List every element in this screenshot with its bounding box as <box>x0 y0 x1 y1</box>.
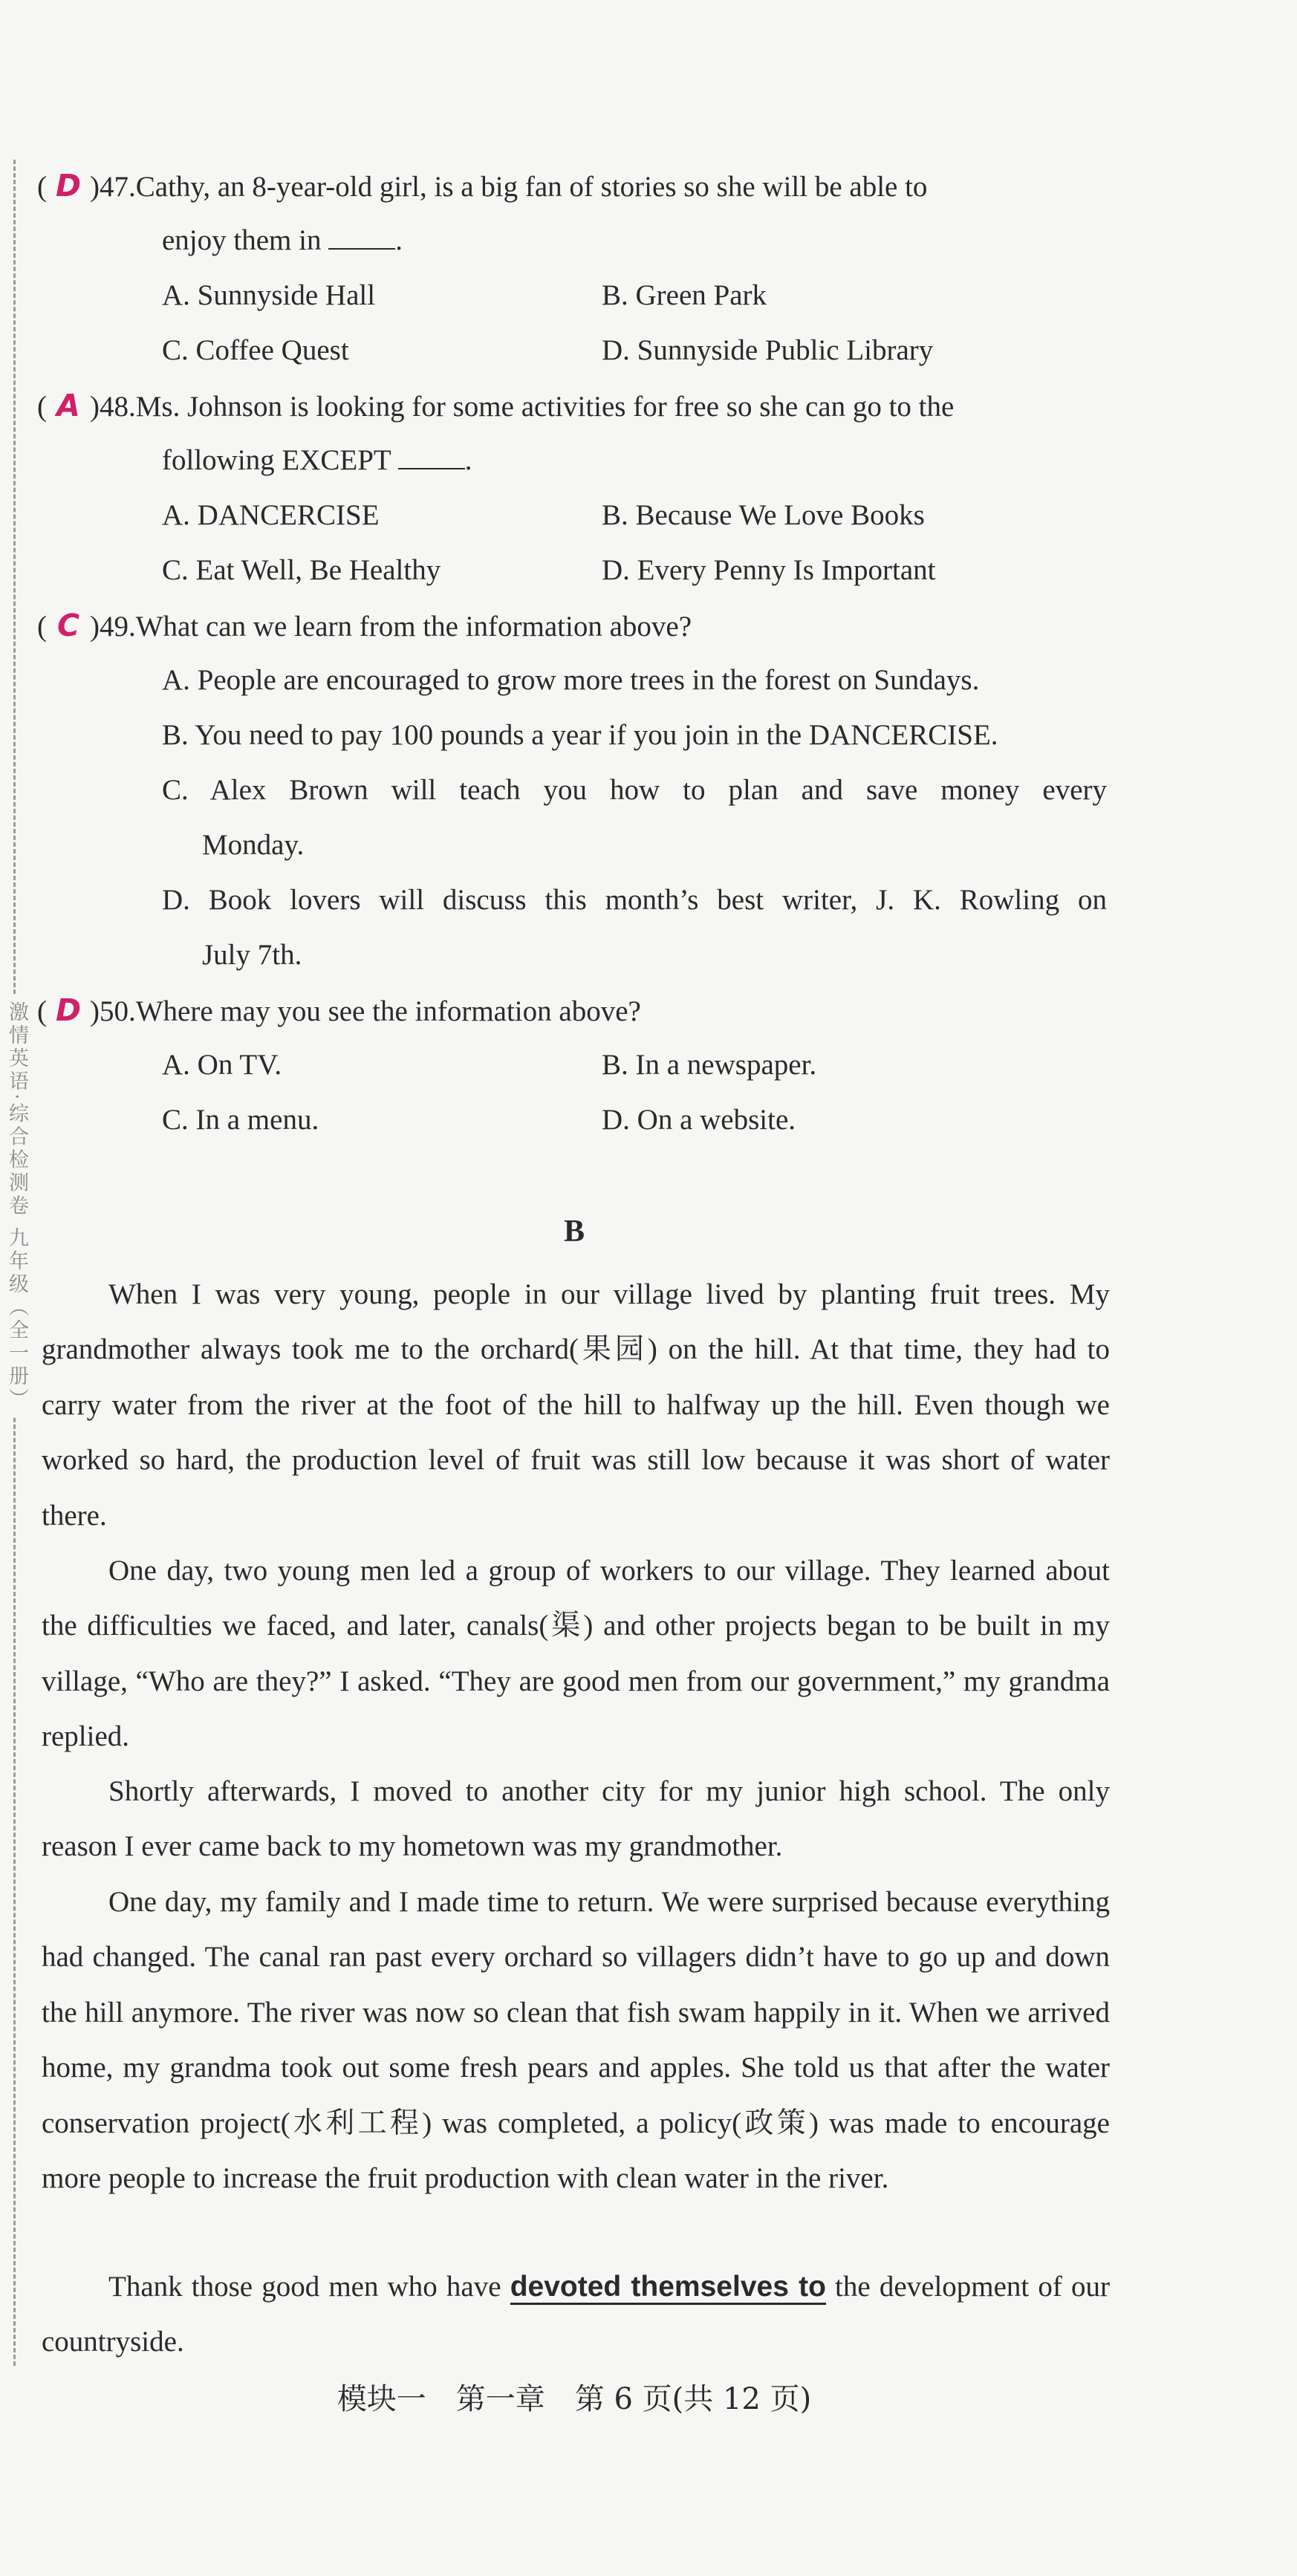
option-c: C. Alex Brown will teach you how to plan and save money every <box>162 774 1107 806</box>
option-d: D. Book lovers will discuss this month’s best writer, J. K. Rowling on <box>162 884 1107 916</box>
option-c: C. Eat Well, Be Healthy <box>162 554 441 586</box>
question-stem: Cathy, an 8-year-old girl, is a big fan of stories so she will be able to <box>135 171 928 203</box>
option-d-continued: July 7th. <box>202 939 302 971</box>
question-number: 49. <box>100 611 136 643</box>
answer-paren: ( A ) <box>37 391 100 423</box>
answer-blank <box>398 441 465 469</box>
option-c: C. In a menu. <box>162 1104 319 1136</box>
option-c: C. Coffee Quest <box>162 334 349 366</box>
passage-paragraph-2: One day, two young men led a group of workers to our village. They learned about the difficulties we faced, and later, canals(渠) and other projects began to be built in my village, “Who are they?” I asked. “They are good men from our government,” my grandma replied. <box>42 1555 1110 1753</box>
question-stem: What can we learn from the information above? <box>135 611 692 643</box>
question-stem: Ms. Johnson is looking for some activities for free so she can go to the <box>135 391 955 423</box>
option-b: B. Because We Love Books <box>602 499 925 531</box>
answer-blank <box>328 221 395 250</box>
answer-paren: ( D ) <box>37 171 100 203</box>
question-50 <box>37 988 1107 1034</box>
answer-mark: D <box>55 168 82 204</box>
answer-mark: C <box>56 608 80 643</box>
option-b: B. In a newspaper. <box>602 1049 817 1081</box>
question-stem-continued: enjoy them in . <box>162 218 403 263</box>
passage-paragraph-1: When I was very young, people in our village lived by planting fruit trees. My grandmother always took me to the orchard(果园) on the hill. At that time, they had to carry water from the river at the foot of the hill to halfway up the hill. Even though we worked so hard, the production level of fruit was still low because it was short of water there. <box>42 1278 1110 1532</box>
answer-paren: ( D ) <box>37 995 100 1027</box>
question-48 <box>37 383 1107 429</box>
option-a: A. DANCERCISE <box>162 499 380 531</box>
option-d: D. Sunnyside Public Library <box>602 334 934 366</box>
option-b: B. Green Park <box>602 279 767 311</box>
option-d: D. Every Penny Is Important <box>602 554 936 586</box>
section-heading: B <box>563 1214 585 1249</box>
option-a: A. People are encouraged to grow more trees in the forest on Sundays. <box>162 664 980 696</box>
side-caption: 激情英语·综合检测卷 九年级（全一册） <box>1 995 31 1417</box>
page-footer: 模块一 第一章 第 6 页(共 12 页) <box>337 2382 812 2416</box>
passage-paragraph-4: One day, my family and I made time to return. We were surprised because everything had changed. The canal ran past every orchard so villagers didn’t have to go up and down the hill anymore. The river was now so clean that fish swam happily in it. When we arrived home, my grandma took out some fresh pears and apples. She told us that after the water conservation project(水利工程) was completed, a policy(政策) was made to encourage more people to increase the fruit production with clean water in the river. <box>42 1886 1110 2195</box>
answer-mark: A <box>56 388 80 423</box>
answer-paren: ( C ) <box>37 611 100 643</box>
question-stem-continued: following EXCEPT . <box>162 438 472 483</box>
option-a: A. Sunnyside Hall <box>162 279 376 311</box>
question-number: 50. <box>100 995 136 1027</box>
passage-paragraph-3: Shortly afterwards, I moved to another city for my junior high school. The only reason I ever came back to my hometown was my grandmother. <box>42 1775 1110 1863</box>
answer-mark: D <box>55 992 82 1028</box>
question-number: 48. <box>100 391 136 423</box>
option-b: B. You need to pay 100 pounds a year if you join in the DANCERCISE. <box>162 719 998 751</box>
option-a: A. On TV. <box>162 1049 282 1081</box>
question-number: 47. <box>100 171 136 203</box>
option-d: D. On a website. <box>602 1104 796 1136</box>
question-49 <box>37 603 1107 649</box>
passage-paragraph-5: Thank those good men who have devoted themselves to the development of our countryside. <box>42 2271 1111 2358</box>
highlighted-phrase: devoted themselves to <box>510 2271 826 2305</box>
question-47 <box>37 163 1107 209</box>
question-stem: Where may you see the information above? <box>135 995 641 1027</box>
option-c-continued: Monday. <box>202 829 305 861</box>
